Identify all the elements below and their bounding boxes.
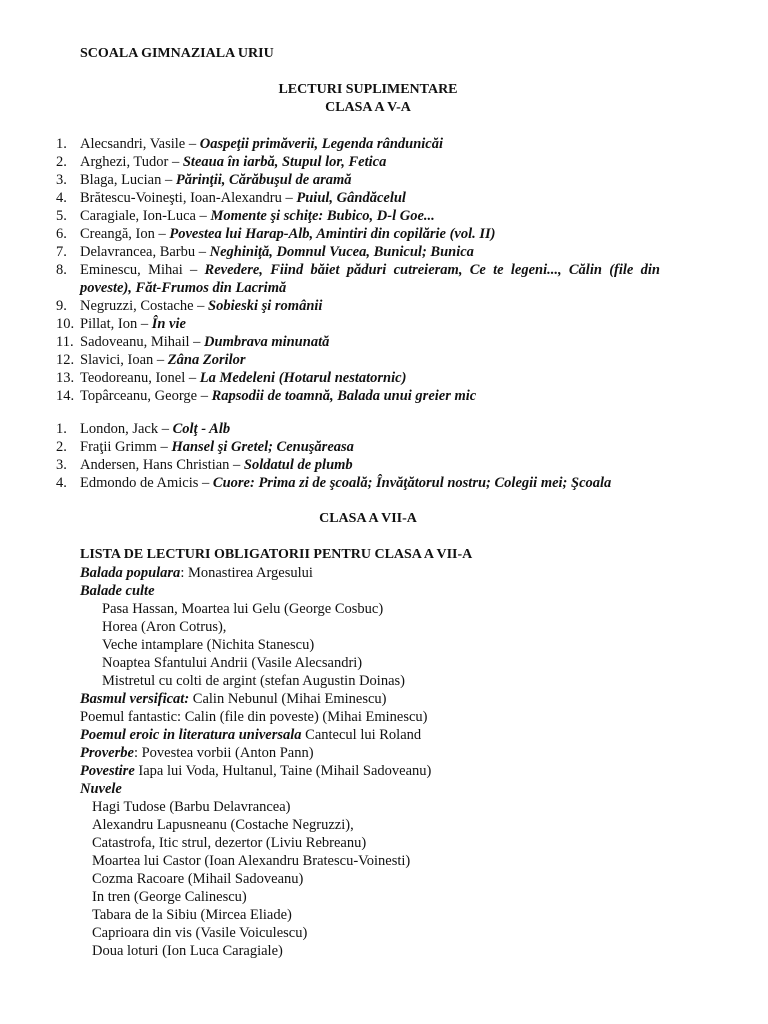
list-item: [56, 171, 696, 189]
item-number: 13.: [56, 370, 75, 386]
item-works: Soldatul de plumb: [243, 457, 353, 473]
item-number: 3.: [56, 172, 67, 188]
nuvele-heading: Nuvele: [80, 781, 122, 797]
reading-list-universal: [56, 420, 696, 492]
item-works: Oaspeţii primăverii, Legenda rândunicăi: [199, 136, 444, 152]
item-author: Negruzzi, Costache –: [80, 298, 209, 314]
list-item: Hagi Tudose (Barbu Delavrancea): [92, 799, 291, 815]
list-item: [56, 153, 696, 171]
list-item: Cozma Racoare (Mihail Sadoveanu): [92, 871, 304, 887]
item-number: 1.: [56, 136, 67, 152]
class-7-section: [80, 546, 720, 960]
document-title: LECTURI SUPLIMENTARE: [278, 82, 458, 97]
item-number: 7.: [56, 244, 67, 260]
list-item: [56, 474, 696, 492]
list-item: [56, 261, 696, 297]
list-item: Pasa Hassan, Moartea lui Gelu (George Cosbuc): [102, 601, 384, 617]
item-number: 2.: [56, 154, 67, 170]
list-item: [56, 207, 696, 225]
balade-culte-heading: Balade culte: [80, 583, 155, 599]
item-works: Părinţii, Cărăbuşul de aramă: [175, 172, 352, 188]
item-author: London, Jack –: [80, 421, 173, 437]
item-author: Slavici, Ioan –: [80, 352, 168, 368]
class-7-heading: CLASA A VII-A: [319, 511, 417, 526]
category-label: Proverbe: [80, 745, 134, 761]
list-item: In tren (George Calinescu): [92, 889, 247, 905]
item-number: 4.: [56, 190, 67, 206]
poem-eroic-line: [80, 726, 720, 744]
list-item: Horea (Aron Cotrus),: [102, 619, 227, 635]
item-number: 6.: [56, 226, 67, 242]
list-item: Noaptea Sfantului Andrii (Vasile Alecsandri): [102, 655, 363, 671]
item-author: Pillat, Ion –: [80, 316, 152, 332]
list-item: [56, 189, 696, 207]
item-number: 8.: [56, 262, 67, 278]
item-works: Colţ - Alb: [172, 421, 231, 437]
list-item: [56, 420, 696, 438]
category-text: Iapa lui Voda, Hultanul, Taine (Mihail Sadoveanu): [134, 763, 432, 779]
item-number: 1.: [56, 421, 67, 437]
item-author: Sadoveanu, Mihail –: [80, 334, 205, 350]
item-author: Blaga, Lucian –: [80, 172, 176, 188]
category-label: Balada populara: [80, 565, 181, 581]
item-author: Eminescu, Mihai –: [80, 262, 205, 278]
class-5-heading: CLASA A V-A: [325, 100, 411, 115]
list-item: [56, 135, 696, 153]
category-label: Basmul versificat:: [80, 691, 190, 707]
item-works: În vie: [151, 316, 186, 332]
category-label: Povestire: [80, 763, 135, 779]
item-number: 12.: [56, 352, 75, 368]
item-author: Teodoreanu, Ionel –: [80, 370, 200, 386]
reading-list-romanian: [56, 135, 696, 405]
item-number: 14.: [56, 388, 75, 404]
category-text: Cantecul lui Roland: [301, 727, 422, 743]
proverbe-line: [80, 744, 720, 762]
item-author: Fraţii Grimm –: [80, 439, 172, 455]
list-item: [56, 333, 696, 351]
item-author: Arghezi, Tudor –: [80, 154, 183, 170]
item-author: Creangă, Ion –: [80, 226, 170, 242]
item-author: Andersen, Hans Christian –: [80, 457, 244, 473]
item-works: Momente şi schiţe: Bubico, D-l Goe...: [210, 208, 435, 224]
category-text: Calin Nebunul (Mihai Eminescu): [189, 691, 387, 707]
balada-populara-line: [80, 564, 720, 582]
item-works: Steaua în iarbă, Stupul lor, Fetica: [182, 154, 387, 170]
list-item: Catastrofa, Itic strul, dezertor (Liviu Rebreanu): [92, 835, 367, 851]
item-author: Caragiale, Ion-Luca –: [80, 208, 211, 224]
school-name: SCOALA GIMNAZIALA URIU: [80, 46, 274, 61]
list-item: Alexandru Lapusneanu (Costache Negruzzi),: [92, 817, 354, 833]
list-item: [56, 438, 696, 456]
item-number: 3.: [56, 457, 67, 473]
list-item: [56, 387, 696, 405]
list-item: Mistretul cu colti de argint (stefan Augustin Doinas): [102, 673, 405, 689]
item-number: 4.: [56, 475, 67, 491]
list-item: [56, 243, 696, 261]
category-text: : Povestea vorbii (Anton Pann): [133, 745, 314, 761]
list-item: [56, 225, 696, 243]
item-author: Alecsandri, Vasile –: [80, 136, 200, 152]
list-item: Caprioara din vis (Vasile Voiculescu): [92, 925, 308, 941]
list-item: [56, 315, 696, 333]
item-number: 2.: [56, 439, 67, 455]
list-item: [56, 369, 696, 387]
item-works: Hansel şi Gretel; Cenuşăreasa: [171, 439, 354, 455]
item-number: 5.: [56, 208, 67, 224]
item-author: Edmondo de Amicis –: [80, 475, 213, 491]
item-number: 9.: [56, 298, 67, 314]
item-works: Sobieski şi românii: [208, 298, 323, 314]
list-item: Moartea lui Castor (Ioan Alexandru Bratescu-Voinesti): [92, 853, 411, 869]
item-number: 10.: [56, 316, 75, 332]
item-works: Povestea lui Harap-Alb, Amintiri din copilărie (vol. II): [169, 226, 496, 242]
category-text: : Monastirea Argesului: [180, 565, 313, 581]
list-item: Doua loturi (Ion Luca Caragiale): [92, 943, 283, 959]
item-works: La Medeleni (Hotarul nestatornic): [199, 370, 407, 386]
item-works: Revedere, Fiind băiet păduri cutreieram, Ce te legeni..., Călin (file din poveste), Făt-Frumos din Lacrimă: [80, 262, 660, 296]
item-works: Zâna Zorilor: [167, 352, 246, 368]
item-number: 11.: [56, 334, 74, 350]
list-item: [56, 351, 696, 369]
list-item: Veche intamplare (Nichita Stanescu): [102, 637, 315, 653]
list-item: Tabara de la Sibiu (Mircea Eliade): [92, 907, 292, 923]
povestire-line: [80, 762, 720, 780]
poem-fantastic-line: Poemul fantastic: Calin (file din poveste) (Mihai Eminescu): [80, 709, 428, 725]
item-works: Rapsodii de toamnă, Balada unui greier mic: [211, 388, 477, 404]
item-author: Topârceanu, George –: [80, 388, 212, 404]
list-item: [56, 456, 696, 474]
item-author: Delavrancea, Barbu –: [80, 244, 210, 260]
item-works: Dumbrava minunată: [204, 334, 330, 350]
item-works: Puiul, Gândăcelul: [296, 190, 406, 206]
category-label: Poemul eroic in literatura universala: [80, 727, 302, 743]
item-author: Brătescu-Voineşti, Ioan-Alexandru –: [80, 190, 297, 206]
list-item: [56, 297, 696, 315]
section-title: LISTA DE LECTURI OBLIGATORII PENTRU CLASA A VII-A: [80, 547, 473, 562]
basm-line: [80, 690, 720, 708]
item-works: Cuore: Prima zi de şcoală; Învăţătorul nostru; Colegii mei; Şcoala: [212, 475, 612, 491]
item-works: Neghiniţă, Domnul Vucea, Bunicul; Bunica: [209, 244, 474, 260]
